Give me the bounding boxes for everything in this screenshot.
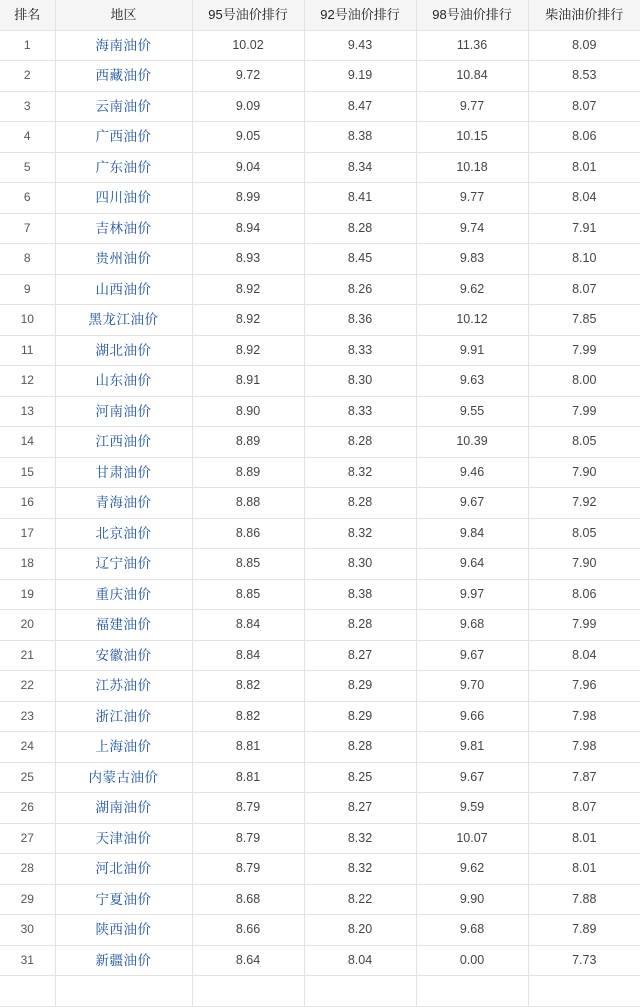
cell-price-95: 8.89 bbox=[192, 457, 304, 488]
cell-price-98: 9.74 bbox=[416, 213, 528, 244]
cell-rank: 3 bbox=[0, 91, 55, 122]
cell-price-98: 10.07 bbox=[416, 823, 528, 854]
cell-price-95: 8.92 bbox=[192, 274, 304, 305]
cell-price-95: 8.90 bbox=[192, 396, 304, 427]
table-row bbox=[0, 152, 640, 183]
column-header-rank: 排名 bbox=[0, 0, 55, 30]
cell-price-95: 8.85 bbox=[192, 579, 304, 610]
cell-price-92: 9.43 bbox=[304, 30, 416, 61]
cell-price-95: 8.88 bbox=[192, 488, 304, 519]
table-row bbox=[0, 732, 640, 763]
table-row bbox=[0, 457, 640, 488]
cell-price-92: 8.30 bbox=[304, 366, 416, 397]
cell-region[interactable]: 福建油价 bbox=[55, 610, 192, 641]
cell-price-95: 8.79 bbox=[192, 793, 304, 824]
cell-rank: 19 bbox=[0, 579, 55, 610]
cell-price-92: 8.28 bbox=[304, 488, 416, 519]
cell-empty bbox=[55, 976, 192, 1007]
cell-price-diesel: 7.91 bbox=[528, 213, 640, 244]
cell-price-92: 8.30 bbox=[304, 549, 416, 580]
cell-region[interactable]: 云南油价 bbox=[55, 91, 192, 122]
cell-empty bbox=[304, 976, 416, 1007]
cell-price-92: 8.28 bbox=[304, 732, 416, 763]
cell-rank: 28 bbox=[0, 854, 55, 885]
cell-price-95: 8.93 bbox=[192, 244, 304, 275]
table-row bbox=[0, 91, 640, 122]
cell-price-98: 9.66 bbox=[416, 701, 528, 732]
cell-region[interactable]: 内蒙古油价 bbox=[55, 762, 192, 793]
cell-price-diesel: 8.01 bbox=[528, 854, 640, 885]
cell-price-92: 8.26 bbox=[304, 274, 416, 305]
cell-rank: 5 bbox=[0, 152, 55, 183]
cell-price-92: 8.25 bbox=[304, 762, 416, 793]
cell-price-diesel: 7.99 bbox=[528, 396, 640, 427]
cell-price-98: 9.67 bbox=[416, 488, 528, 519]
table-row bbox=[0, 122, 640, 153]
cell-price-92: 8.32 bbox=[304, 518, 416, 549]
cell-price-92: 8.33 bbox=[304, 335, 416, 366]
cell-price-98: 11.36 bbox=[416, 30, 528, 61]
cell-price-92: 8.33 bbox=[304, 396, 416, 427]
cell-price-98: 9.59 bbox=[416, 793, 528, 824]
cell-price-92: 8.45 bbox=[304, 244, 416, 275]
cell-price-98: 9.97 bbox=[416, 579, 528, 610]
cell-rank: 12 bbox=[0, 366, 55, 397]
cell-price-95: 8.79 bbox=[192, 823, 304, 854]
cell-region[interactable]: 新疆油价 bbox=[55, 945, 192, 976]
cell-price-95: 8.68 bbox=[192, 884, 304, 915]
column-header-92: 92号油价排行 bbox=[304, 0, 416, 30]
cell-region[interactable]: 贵州油价 bbox=[55, 244, 192, 275]
table-row bbox=[0, 610, 640, 641]
column-header-98: 98号油价排行 bbox=[416, 0, 528, 30]
cell-price-92: 8.28 bbox=[304, 213, 416, 244]
cell-price-98: 9.81 bbox=[416, 732, 528, 763]
cell-price-95: 8.91 bbox=[192, 366, 304, 397]
cell-price-diesel: 8.07 bbox=[528, 274, 640, 305]
cell-price-98: 9.83 bbox=[416, 244, 528, 275]
cell-rank: 26 bbox=[0, 793, 55, 824]
cell-price-diesel: 8.04 bbox=[528, 640, 640, 671]
cell-price-98: 9.64 bbox=[416, 549, 528, 580]
cell-price-diesel: 8.01 bbox=[528, 152, 640, 183]
cell-region[interactable]: 湖北油价 bbox=[55, 335, 192, 366]
table-row bbox=[0, 793, 640, 824]
cell-price-92: 8.28 bbox=[304, 427, 416, 458]
table-header bbox=[0, 0, 640, 30]
cell-empty bbox=[192, 976, 304, 1007]
cell-price-diesel: 7.98 bbox=[528, 701, 640, 732]
table-row bbox=[0, 396, 640, 427]
cell-price-diesel: 8.06 bbox=[528, 579, 640, 610]
cell-region[interactable]: 上海油价 bbox=[55, 732, 192, 763]
cell-price-92: 8.27 bbox=[304, 640, 416, 671]
cell-price-92: 8.32 bbox=[304, 457, 416, 488]
cell-price-98: 9.90 bbox=[416, 884, 528, 915]
cell-price-92: 8.20 bbox=[304, 915, 416, 946]
cell-price-92: 8.22 bbox=[304, 884, 416, 915]
cell-price-98: 9.84 bbox=[416, 518, 528, 549]
cell-price-diesel: 7.73 bbox=[528, 945, 640, 976]
cell-price-diesel: 8.05 bbox=[528, 518, 640, 549]
cell-price-98: 9.70 bbox=[416, 671, 528, 702]
cell-region[interactable]: 河南油价 bbox=[55, 396, 192, 427]
column-header-diesel: 柴油油价排行 bbox=[528, 0, 640, 30]
table-row bbox=[0, 488, 640, 519]
cell-rank: 2 bbox=[0, 61, 55, 92]
table-row bbox=[0, 518, 640, 549]
cell-rank: 21 bbox=[0, 640, 55, 671]
cell-rank: 22 bbox=[0, 671, 55, 702]
cell-region[interactable]: 江西油价 bbox=[55, 427, 192, 458]
cell-price-95: 8.94 bbox=[192, 213, 304, 244]
cell-region[interactable]: 西藏油价 bbox=[55, 61, 192, 92]
table-row bbox=[0, 915, 640, 946]
cell-price-92: 8.04 bbox=[304, 945, 416, 976]
cell-price-95: 9.05 bbox=[192, 122, 304, 153]
cell-region[interactable]: 江苏油价 bbox=[55, 671, 192, 702]
cell-price-95: 8.82 bbox=[192, 701, 304, 732]
cell-region[interactable]: 甘肃油价 bbox=[55, 457, 192, 488]
cell-rank: 1 bbox=[0, 30, 55, 61]
cell-region[interactable]: 陕西油价 bbox=[55, 915, 192, 946]
cell-rank: 24 bbox=[0, 732, 55, 763]
table-header-row bbox=[0, 0, 640, 30]
cell-rank: 14 bbox=[0, 427, 55, 458]
column-header-95: 95号油价排行 bbox=[192, 0, 304, 30]
cell-price-diesel: 8.06 bbox=[528, 122, 640, 153]
cell-price-98: 0.00 bbox=[416, 945, 528, 976]
cell-price-95: 8.66 bbox=[192, 915, 304, 946]
cell-price-98: 9.68 bbox=[416, 915, 528, 946]
cell-price-92: 8.32 bbox=[304, 854, 416, 885]
cell-price-92: 8.27 bbox=[304, 793, 416, 824]
cell-price-98: 10.39 bbox=[416, 427, 528, 458]
table-row bbox=[0, 61, 640, 92]
cell-price-95: 8.81 bbox=[192, 732, 304, 763]
cell-price-diesel: 8.09 bbox=[528, 30, 640, 61]
cell-region[interactable]: 山西油价 bbox=[55, 274, 192, 305]
cell-price-92: 8.29 bbox=[304, 671, 416, 702]
table-row bbox=[0, 579, 640, 610]
cell-price-95: 9.72 bbox=[192, 61, 304, 92]
cell-price-95: 8.86 bbox=[192, 518, 304, 549]
cell-price-98: 10.84 bbox=[416, 61, 528, 92]
table-row bbox=[0, 305, 640, 336]
cell-price-diesel: 7.90 bbox=[528, 549, 640, 580]
cell-price-98: 9.91 bbox=[416, 335, 528, 366]
cell-price-95: 9.04 bbox=[192, 152, 304, 183]
cell-price-diesel: 8.07 bbox=[528, 91, 640, 122]
cell-rank: 29 bbox=[0, 884, 55, 915]
table-row bbox=[0, 762, 640, 793]
cell-price-95: 8.81 bbox=[192, 762, 304, 793]
cell-price-diesel: 7.89 bbox=[528, 915, 640, 946]
table-row-partial bbox=[0, 976, 640, 1007]
cell-price-diesel: 7.85 bbox=[528, 305, 640, 336]
cell-price-diesel: 8.01 bbox=[528, 823, 640, 854]
table-row bbox=[0, 366, 640, 397]
cell-price-98: 9.63 bbox=[416, 366, 528, 397]
cell-region[interactable]: 海南油价 bbox=[55, 30, 192, 61]
cell-price-92: 8.38 bbox=[304, 122, 416, 153]
cell-region[interactable]: 辽宁油价 bbox=[55, 549, 192, 580]
cell-rank: 10 bbox=[0, 305, 55, 336]
table-row bbox=[0, 854, 640, 885]
cell-region[interactable]: 河北油价 bbox=[55, 854, 192, 885]
column-header-region: 地区 bbox=[55, 0, 192, 30]
cell-price-92: 8.29 bbox=[304, 701, 416, 732]
cell-rank: 4 bbox=[0, 122, 55, 153]
cell-price-diesel: 7.87 bbox=[528, 762, 640, 793]
cell-region[interactable]: 重庆油价 bbox=[55, 579, 192, 610]
cell-price-diesel: 8.10 bbox=[528, 244, 640, 275]
cell-price-92: 8.32 bbox=[304, 823, 416, 854]
cell-rank: 6 bbox=[0, 183, 55, 214]
cell-rank: 25 bbox=[0, 762, 55, 793]
cell-region[interactable]: 湖南油价 bbox=[55, 793, 192, 824]
cell-price-95: 8.85 bbox=[192, 549, 304, 580]
cell-price-98: 10.18 bbox=[416, 152, 528, 183]
cell-price-diesel: 8.07 bbox=[528, 793, 640, 824]
cell-price-diesel: 7.99 bbox=[528, 335, 640, 366]
cell-price-98: 9.77 bbox=[416, 91, 528, 122]
table-row bbox=[0, 823, 640, 854]
cell-price-diesel: 7.98 bbox=[528, 732, 640, 763]
cell-region[interactable]: 浙江油价 bbox=[55, 701, 192, 732]
cell-price-98: 9.62 bbox=[416, 854, 528, 885]
cell-price-98: 9.55 bbox=[416, 396, 528, 427]
table-body bbox=[0, 30, 640, 1006]
cell-region[interactable]: 安徽油价 bbox=[55, 640, 192, 671]
cell-price-98: 9.67 bbox=[416, 640, 528, 671]
cell-price-92: 8.47 bbox=[304, 91, 416, 122]
cell-price-92: 8.34 bbox=[304, 152, 416, 183]
cell-rank: 7 bbox=[0, 213, 55, 244]
cell-price-95: 8.92 bbox=[192, 305, 304, 336]
cell-price-98: 10.15 bbox=[416, 122, 528, 153]
cell-region[interactable]: 北京油价 bbox=[55, 518, 192, 549]
cell-region[interactable]: 吉林油价 bbox=[55, 213, 192, 244]
cell-region[interactable]: 山东油价 bbox=[55, 366, 192, 397]
cell-price-diesel: 7.96 bbox=[528, 671, 640, 702]
table-row bbox=[0, 213, 640, 244]
table-row bbox=[0, 549, 640, 580]
cell-region[interactable]: 宁夏油价 bbox=[55, 884, 192, 915]
cell-region[interactable]: 青海油价 bbox=[55, 488, 192, 519]
cell-rank: 11 bbox=[0, 335, 55, 366]
cell-price-95: 8.84 bbox=[192, 640, 304, 671]
cell-price-95: 10.02 bbox=[192, 30, 304, 61]
cell-price-95: 8.79 bbox=[192, 854, 304, 885]
cell-rank: 20 bbox=[0, 610, 55, 641]
table-row bbox=[0, 884, 640, 915]
table-row bbox=[0, 244, 640, 275]
cell-rank: 9 bbox=[0, 274, 55, 305]
cell-price-98: 10.12 bbox=[416, 305, 528, 336]
table-row bbox=[0, 427, 640, 458]
table-row bbox=[0, 640, 640, 671]
cell-price-92: 8.41 bbox=[304, 183, 416, 214]
cell-price-diesel: 8.53 bbox=[528, 61, 640, 92]
table-row bbox=[0, 183, 640, 214]
table-row bbox=[0, 701, 640, 732]
cell-price-98: 9.62 bbox=[416, 274, 528, 305]
cell-price-95: 8.84 bbox=[192, 610, 304, 641]
cell-price-98: 9.77 bbox=[416, 183, 528, 214]
cell-price-diesel: 7.92 bbox=[528, 488, 640, 519]
cell-price-95: 8.89 bbox=[192, 427, 304, 458]
cell-empty bbox=[528, 976, 640, 1007]
cell-rank: 31 bbox=[0, 945, 55, 976]
cell-rank: 23 bbox=[0, 701, 55, 732]
cell-rank: 17 bbox=[0, 518, 55, 549]
cell-price-98: 9.46 bbox=[416, 457, 528, 488]
cell-rank: 13 bbox=[0, 396, 55, 427]
cell-rank: 18 bbox=[0, 549, 55, 580]
cell-rank: 16 bbox=[0, 488, 55, 519]
cell-empty bbox=[0, 976, 55, 1007]
cell-rank: 27 bbox=[0, 823, 55, 854]
table-row bbox=[0, 671, 640, 702]
cell-price-diesel: 7.90 bbox=[528, 457, 640, 488]
table-row bbox=[0, 945, 640, 976]
cell-region[interactable]: 四川油价 bbox=[55, 183, 192, 214]
cell-price-95: 8.99 bbox=[192, 183, 304, 214]
cell-price-98: 9.67 bbox=[416, 762, 528, 793]
cell-price-diesel: 8.00 bbox=[528, 366, 640, 397]
cell-price-92: 8.38 bbox=[304, 579, 416, 610]
cell-region[interactable]: 黑龙江油价 bbox=[55, 305, 192, 336]
cell-price-diesel: 7.99 bbox=[528, 610, 640, 641]
cell-price-95: 8.92 bbox=[192, 335, 304, 366]
table-row bbox=[0, 274, 640, 305]
cell-price-diesel: 8.05 bbox=[528, 427, 640, 458]
cell-price-diesel: 8.04 bbox=[528, 183, 640, 214]
table-row bbox=[0, 30, 640, 61]
cell-price-95: 9.09 bbox=[192, 91, 304, 122]
cell-rank: 30 bbox=[0, 915, 55, 946]
table-row bbox=[0, 335, 640, 366]
cell-price-92: 9.19 bbox=[304, 61, 416, 92]
cell-region[interactable]: 天津油价 bbox=[55, 823, 192, 854]
cell-empty bbox=[416, 976, 528, 1007]
cell-price-95: 8.82 bbox=[192, 671, 304, 702]
cell-price-diesel: 7.88 bbox=[528, 884, 640, 915]
cell-price-98: 9.68 bbox=[416, 610, 528, 641]
cell-rank: 15 bbox=[0, 457, 55, 488]
cell-region[interactable]: 广东油价 bbox=[55, 152, 192, 183]
cell-rank: 8 bbox=[0, 244, 55, 275]
cell-price-92: 8.28 bbox=[304, 610, 416, 641]
cell-price-95: 8.64 bbox=[192, 945, 304, 976]
cell-region[interactable]: 广西油价 bbox=[55, 122, 192, 153]
cell-price-92: 8.36 bbox=[304, 305, 416, 336]
